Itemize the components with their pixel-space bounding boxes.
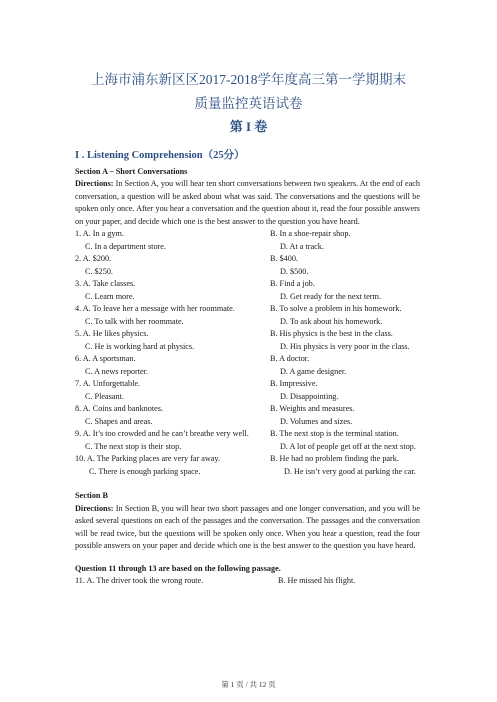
question-list [75, 228, 420, 478]
option-b: B. Impressive. [270, 379, 318, 388]
question-row [75, 428, 420, 441]
question-row [75, 353, 420, 366]
question-row-cd [75, 341, 420, 354]
volume-label: 第 I 卷 [229, 119, 268, 134]
passage-heading: Question 11 through 13 are based on the following passage. [75, 563, 281, 573]
option-a: 4. A. To leave her a message with her roommate. [75, 304, 235, 313]
option-a: 11. A. The driver took the wrong route. [75, 576, 204, 585]
option-d: D. To ask about his homework. [280, 316, 383, 326]
option-c: C. A news reporter. [85, 366, 148, 376]
option-a: 8. A. Coins and banknotes. [75, 404, 164, 413]
option-b: B. A doctor. [270, 354, 310, 363]
directions-text: In Section A, you will hear ten short conversations between two speakers. At the end of each conversation, a question will be asked about what was said. The conversations and the questions will be spoken only once. After you hear a conversation and the question about it, read the four possible answers on your paper, and decide which one is the best answer to the question you have heard. [75, 179, 420, 226]
option-c: C. To talk with her roommate. [85, 316, 184, 326]
question-row [75, 303, 420, 316]
question-row-cd [75, 266, 420, 279]
option-b: B. His physics is the best in the class. [270, 329, 393, 338]
option-a: 1. A. In a gym. [75, 229, 124, 238]
section-a-title: Section A – Short Conversations [75, 166, 188, 176]
section-b-directions [75, 503, 420, 553]
option-a: 5. A. He likes physics. [75, 329, 149, 338]
option-d: D. $500. [280, 266, 309, 276]
exam-title-line1: 上海市浦东新区区2017-2018学年度高三第一学期期末 [91, 72, 406, 87]
question-row [75, 453, 420, 466]
option-d: D. His physics is very poor in the class. [280, 341, 410, 351]
section-b-title: Section B [75, 491, 108, 500]
option-c: C. In a department store. [85, 241, 166, 251]
option-b: B. He had no problem finding the park. [270, 454, 399, 463]
option-c: C. Shapes and areas. [85, 416, 153, 426]
option-a: 3. A. Take classes. [75, 279, 136, 288]
option-d: D. A game designer. [280, 366, 347, 376]
question-row-cd [75, 366, 420, 379]
directions-label: Directions: [75, 503, 114, 513]
question-row [75, 378, 420, 391]
option-b: B. In a shoe-repair shop. [270, 229, 351, 238]
option-d: D. Get ready for the next term. [280, 291, 381, 301]
option-a: 2. A. $200. [75, 254, 112, 263]
question-row-cd [75, 316, 420, 329]
option-c: C. He is working hard at physics. [85, 341, 195, 351]
option-c: C. Pleasant. [85, 391, 124, 401]
question-row [75, 328, 420, 341]
option-b: B. The next stop is the terminal station. [270, 429, 399, 438]
section-a-directions [75, 178, 420, 228]
part-heading: I . Listening Comprehension（25分） [75, 150, 245, 161]
option-a: 7. A. Unforgettable. [75, 379, 141, 388]
question-row-cd [75, 241, 420, 254]
option-b: B. To solve a problem in his homework. [270, 304, 402, 313]
question-row [75, 575, 420, 588]
question-row [75, 403, 420, 416]
option-c: C. Learn more. [85, 291, 135, 301]
question-row-cd [75, 466, 420, 479]
option-d: D. He isn’t very good at parking the car. [284, 466, 416, 476]
option-d: D. At a track. [280, 241, 324, 251]
option-a: 10. A. The Parking places are very far away. [75, 454, 221, 463]
question-row [75, 228, 420, 241]
directions-text: In Section B, you will hear two short passages and one longer conversation, and you will be asked several questions on each of the passages and the conversation. The passages and the conversation will be read twice, but the questions will be spoken only once. When you hear a question, read the four possible answers on your paper and decide which one is the best answer to the question you have heard. [75, 503, 420, 550]
question-row-cd [75, 391, 420, 404]
exam-content [75, 150, 420, 588]
option-b: B. He missed his flight. [278, 576, 356, 585]
option-c: C. The next stop is their stop. [85, 441, 182, 451]
option-a: 9. A. It’s too crowded and he can’t breathe very well. [75, 429, 249, 438]
option-b: B. Weights and measures. [270, 404, 355, 413]
page-number: 第 1 页 / 共 12 页 [221, 680, 276, 689]
option-d: D. A lot of people get off at the next stop. [280, 441, 416, 451]
directions-label: Directions: [75, 179, 114, 188]
option-c: C. $250. [85, 266, 113, 276]
option-b: B. $400. [270, 254, 298, 263]
question-row-cd [75, 416, 420, 429]
option-d: D. Volumes and sizes. [280, 416, 353, 426]
question-row [75, 278, 420, 291]
question-row [75, 253, 420, 266]
option-d: D. Disappointing. [280, 391, 339, 401]
question-row-cd [75, 291, 420, 304]
question-row-cd [75, 441, 420, 454]
option-b: B. Find a job. [270, 279, 315, 288]
option-a: 6. A. A sportsman. [75, 354, 136, 363]
exam-title-line2: 质量监控英语试卷 [194, 96, 303, 111]
option-c: C. There is enough parking space. [89, 466, 201, 476]
